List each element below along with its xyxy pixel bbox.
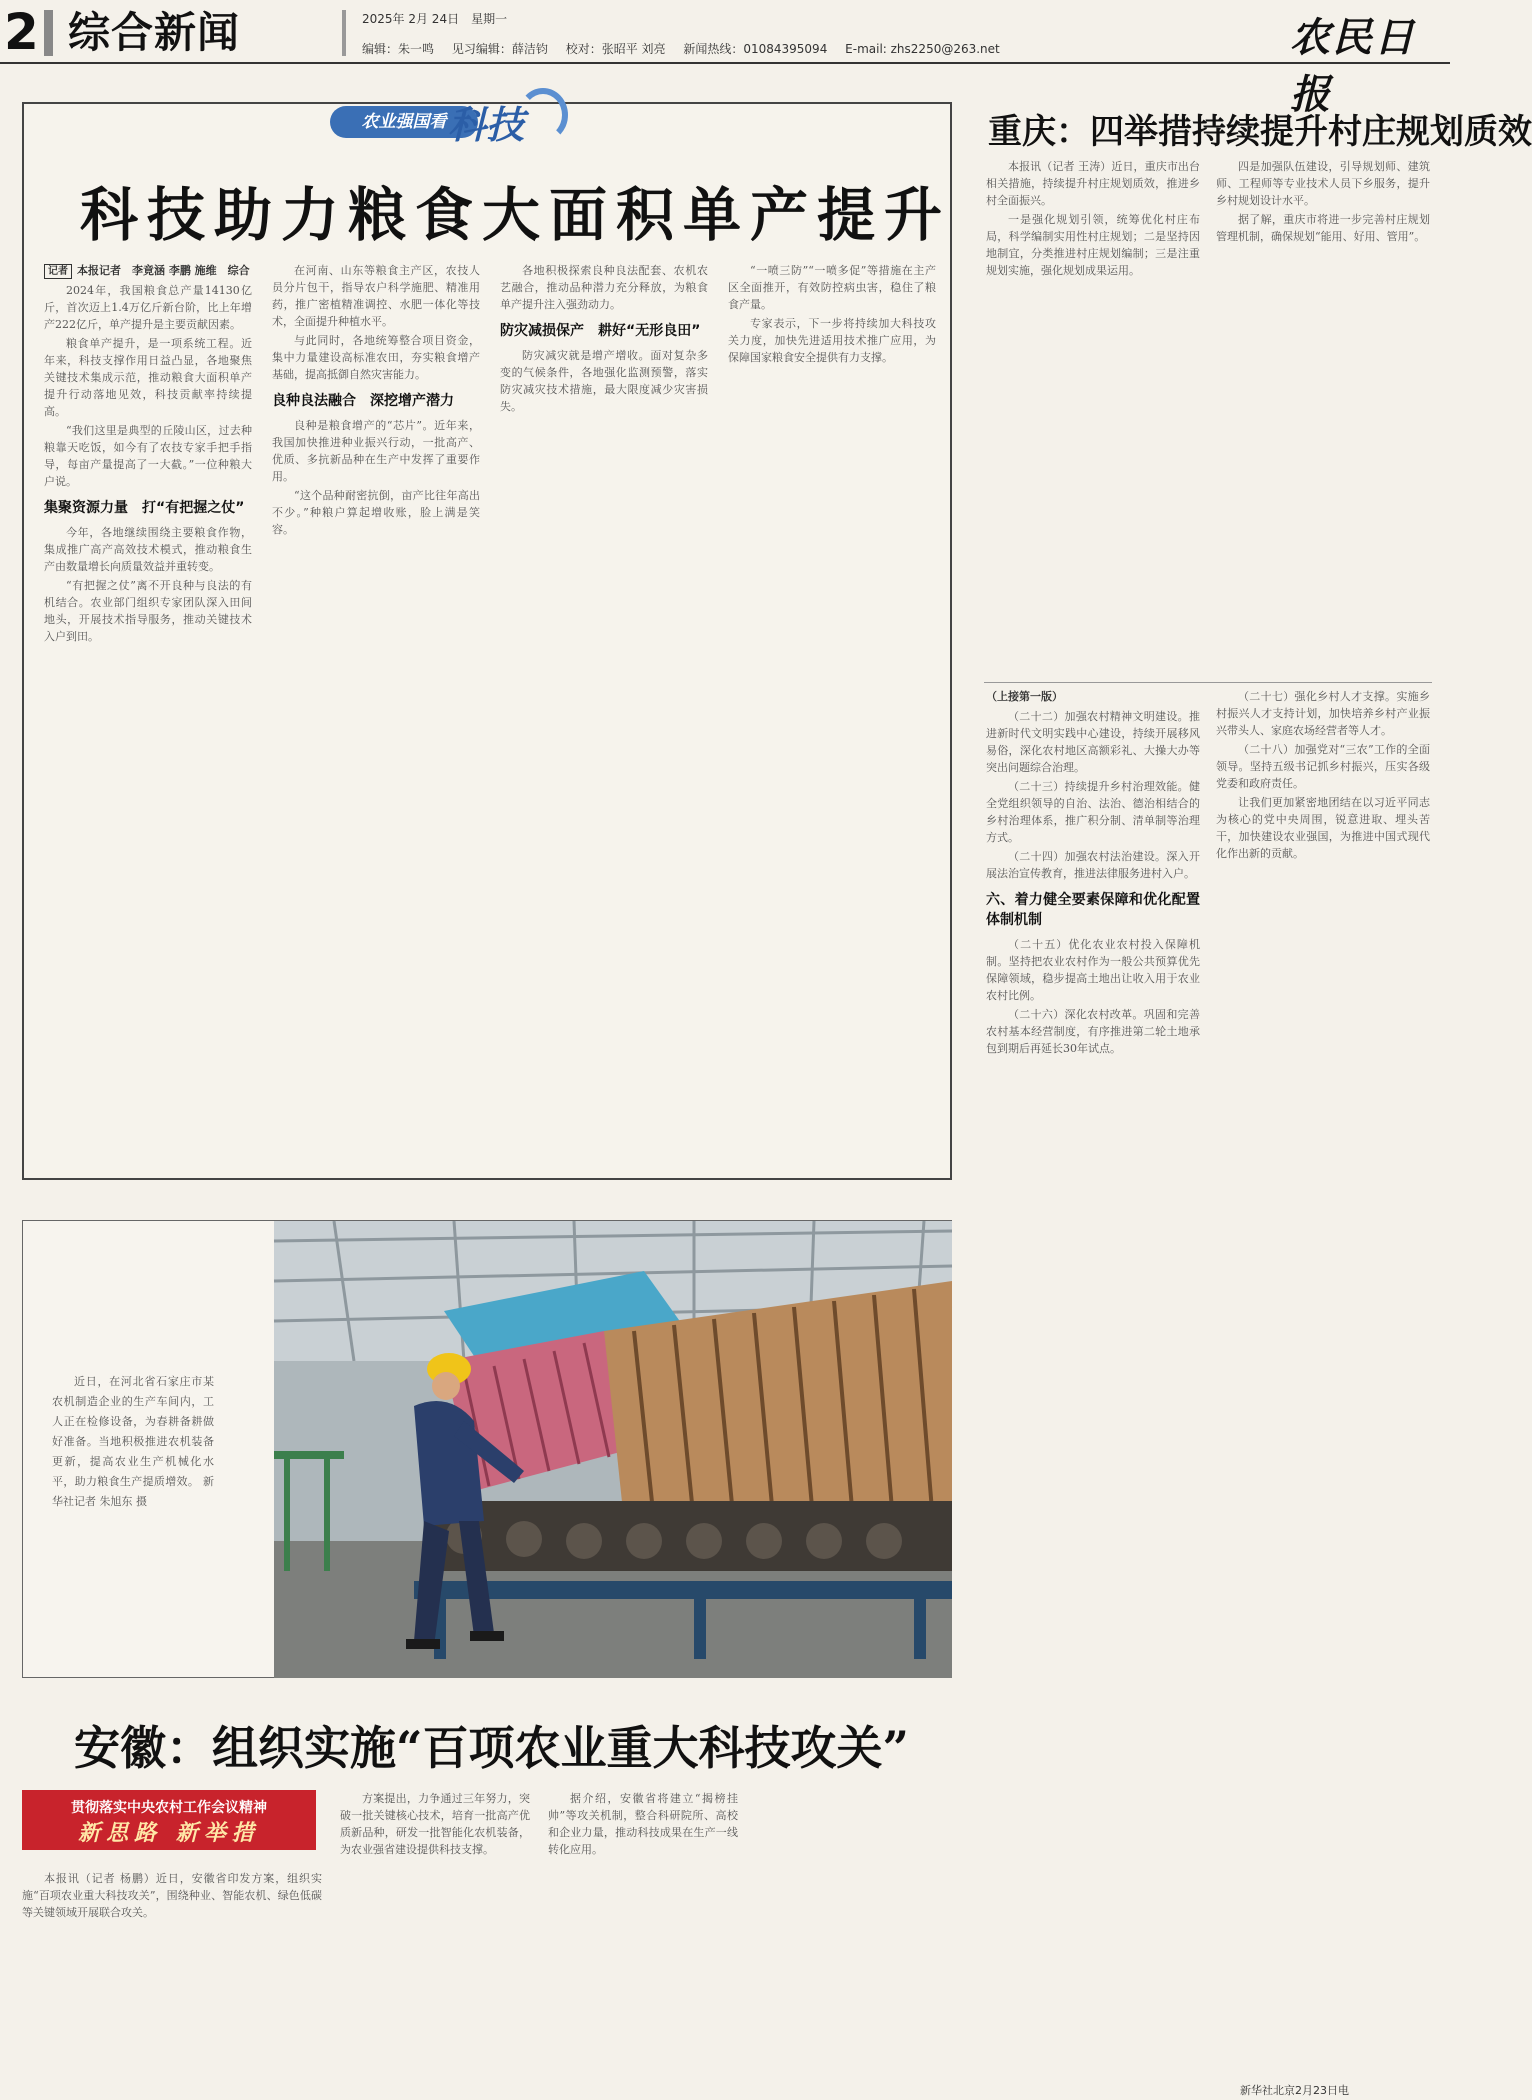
badge-line-2: 新思路 新举措: [78, 1820, 260, 1846]
byline-tag: 记者: [44, 264, 72, 279]
masthead-divider: [342, 10, 346, 56]
paragraph: 今年，各地继续围绕主要粮食作物，集成推广高产高效技术模式，推动粮食生产由数量增长向质量效益并重转变。: [44, 526, 252, 573]
paragraph: 良种是粮食增产的“芯片”。近年来，我国加快推进种业振兴行动，一批高产、优质、多抗新品种在生产中发挥了重要作用。: [272, 419, 480, 483]
paragraph: （二十二）加强农村精神文明建设。推进新时代文明实践中心建设，持续开展移风易俗，深化农村地区高额彩礼、大操大办等突出问题综合治理。: [986, 710, 1200, 774]
credit-email: E-mail: zhs2250@263.net: [845, 42, 1000, 56]
paragraph: 让我们更加紧密地团结在以习近平同志为核心的党中央周围，锐意进取、埋头苦干，加快建设农业强国，为推进中国式现代化作出新的贡献。: [1216, 796, 1430, 860]
subhead: 良种良法融合 深挖增产潜力: [272, 393, 454, 409]
page-number-bar: [44, 10, 53, 56]
paragraph: 据介绍，安徽省将建立“揭榜挂帅”等攻关机制，整合科研院所、高校和企业力量，推动科技成果在生产一线转化应用。: [548, 1792, 738, 1856]
bottom-article-column-3: [548, 1790, 738, 2070]
photo-credit: 新华社记者 朱旭东 摄: [52, 1475, 215, 1508]
bottom-article-column-1: [22, 1870, 322, 2070]
paragraph: （二十八）加强党对“三农”工作的全面领导。坚持五级书记抓乡村振兴，压实各级党委和政府责任。: [1216, 743, 1430, 790]
subhead: 防灾减损保产 耕好“无形良田”: [500, 323, 701, 339]
right-headline: 重庆：四举措持续提升村庄规划质效: [988, 112, 1532, 152]
paragraph: “这个品种耐密抗倒，亩产比往年高出不少。”种粮户算起增收账，脸上满是笑容。: [272, 489, 480, 536]
paragraph: 一是强化规划引领，统筹优化村庄布局，科学编制实用性村庄规划；二是坚持因地制宜，分类推进村庄规划编制；三是注重规划实施，强化规划成果运用。: [986, 213, 1200, 277]
main-article-column-4: [728, 262, 936, 1162]
photo-caption: 近日，在河北省石家庄市某农机制造企业的生产车间内，工人正在检修设备，为春耕备耕做好准备。当地积极推进农机装备更新，提高农业生产机械化水平，助力粮食生产提质增效。 新华社记者 朱旭东 摄: [52, 1375, 215, 1508]
right-article-column-2: [1216, 158, 1430, 668]
banner-swoosh-icon: [518, 88, 568, 142]
paragraph: 据了解，重庆市将进一步完善村庄规划管理机制，确保规划“能用、好用、管用”。: [1216, 213, 1430, 243]
credit-proofreader: 校对：张昭平 刘亮: [565, 42, 666, 56]
subhead: 集聚资源力量 打“有把握之仗”: [44, 500, 245, 516]
badge-line-1: 贯彻落实中央农村工作会议精神: [71, 1800, 267, 1816]
section-divider: [984, 682, 1432, 683]
credit-hotline: 新闻热线：01084395094: [683, 42, 828, 56]
paragraph: （二十三）持续提升乡村治理效能。健全党组织领导的自治、法治、德治相结合的乡村治理体系，推广积分制、清单制等治理方式。: [986, 780, 1200, 844]
main-article-column-1: [44, 262, 252, 1162]
paragraph: 本报讯（记者 杨鹏）近日，安徽省印发方案，组织实施“百项农业重大科技攻关”，围绕种业、智能农机、绿色低碳等关键领域开展联合攻关。: [22, 1872, 322, 1919]
banner-word: 科技: [448, 103, 525, 147]
banner-label: 农业强国看: [330, 106, 478, 138]
factory-photo: [274, 1221, 952, 1678]
masthead: [0, 0, 1450, 118]
right-article-column-1: [986, 158, 1200, 668]
issue-date: 2025年 2月 24日 星期一: [362, 12, 508, 26]
newspaper-logo: 农民日报: [1290, 14, 1416, 118]
main-byline: 记者 本报记者 李竟涵 李鹏 施维 综合: [44, 262, 252, 279]
paragraph: 专家表示，下一步将持续加大科技攻关力度，加快先进适用技术推广应用，为保障国家粮食安全提供有力支撑。: [728, 317, 936, 364]
paragraph: （二十四）加强农村法治建设。深入开展法治宣传教育，推进法律服务进村入户。: [986, 850, 1200, 880]
paragraph: 各地积极探索良种良法配套、农机农艺融合，推动品种潜力充分释放，为粮食单产提升注入强劲动力。: [500, 264, 708, 311]
main-article-column-2: [272, 262, 480, 1162]
editorial-credits: [362, 40, 1014, 57]
paragraph: “一喷三防”“一喷多促”等措施在主产区全面推开，有效防控病虫害，稳住了粮食产量。: [728, 264, 936, 311]
paragraph: 本报讯（记者 王涛）近日，重庆市出台相关措施，持续提升村庄规划质效，推进乡村全面振兴。: [986, 160, 1200, 207]
bottom-headline: 安徽：组织实施“百项农业重大科技攻关”: [74, 1721, 909, 1775]
paragraph: （二十七）强化乡村人才支撑。实施乡村振兴人才支持计划，加快培养乡村产业振兴带头人、家庭农场经营者等人才。: [1216, 690, 1430, 737]
column-banner: [330, 88, 570, 148]
paragraph: “有把握之仗”离不开良种与良法的有机结合。农业部门组织专家团队深入田间地头，开展技术指导服务，推动关键技术入户到田。: [44, 579, 252, 643]
credit-trainee-editor: 见习编辑：薛洁钧: [451, 42, 548, 56]
paragraph: （二十五）优化农业农村投入保障机制。坚持把农业农村作为一般公共预算优先保障领域，稳步提高土地出让收入用于农业农村比例。: [986, 938, 1200, 1002]
section-title: 综合新闻: [68, 8, 241, 57]
article-source: 新华社北京2月23日电: [1240, 2084, 1349, 2097]
bottom-article-column-2: [340, 1790, 530, 2070]
paragraph: 方案提出，力争通过三年努力，突破一批关键核心技术，培育一批高产优质新品种，研发一批智能化农机装备，为农业强省建设提供科技支撑。: [340, 1792, 530, 1856]
continued-article-column-1: [986, 688, 1200, 2068]
page-number: 2: [4, 3, 39, 61]
paragraph: “我们这里是典型的丘陵山区，过去种粮靠天吃饭，如今有了农技专家手把手指导，每亩产量提高了一大截。”一位种粮大户说。: [44, 424, 252, 488]
main-article-column-3: [500, 262, 708, 1162]
continued-article-column-2: [1216, 688, 1430, 2068]
paragraph: 粮食单产提升，是一项系统工程。近年来，科技支撑作用日益凸显，各地聚焦关键技术集成示范，推动粮食大面积单产提升行动落地见效，科技贡献率持续提高。: [44, 337, 252, 418]
paragraph: 防灾减灾就是增产增收。面对复杂多变的气候条件，各地强化监测预警，落实防灾减灾技术措施，最大限度减少灾害损失。: [500, 349, 708, 413]
factory-photo-illustration: [274, 1221, 952, 1678]
policy-badge: [22, 1790, 316, 1850]
paragraph: 与此同时，各地统筹整合项目资金，集中力量建设高标准农田，夯实粮食增产基础，提高抵御自然灾害能力。: [272, 334, 480, 381]
credit-editor: 编辑：朱一鸣: [362, 42, 435, 56]
main-lead: 2024年，我国粮食总产量14130亿斤，首次迈上1.4万亿斤新台阶，比上年增产222亿斤，单产提升是主要贡献因素。: [44, 284, 252, 331]
main-headline: 科技助力粮食大面积单产提升: [80, 181, 952, 249]
paragraph: 在河南、山东等粮食主产区，农技人员分片包干，指导农户科学施肥、精准用药，推广密植精准调控、水肥一体化等技术，全面提升种植水平。: [272, 264, 480, 328]
subhead: 六、着力健全要素保障和优化配置体制机制: [986, 892, 1200, 928]
paragraph: 四是加强队伍建设，引导规划师、建筑师、工程师等专业技术人员下乡服务，提升乡村规划设计水平。: [1216, 160, 1430, 207]
continued-label: （上接第一版）: [986, 690, 1063, 703]
paragraph: （二十六）深化农村改革。巩固和完善农村基本经营制度，有序推进第二轮土地承包到期后再延长30年试点。: [986, 1008, 1200, 1055]
